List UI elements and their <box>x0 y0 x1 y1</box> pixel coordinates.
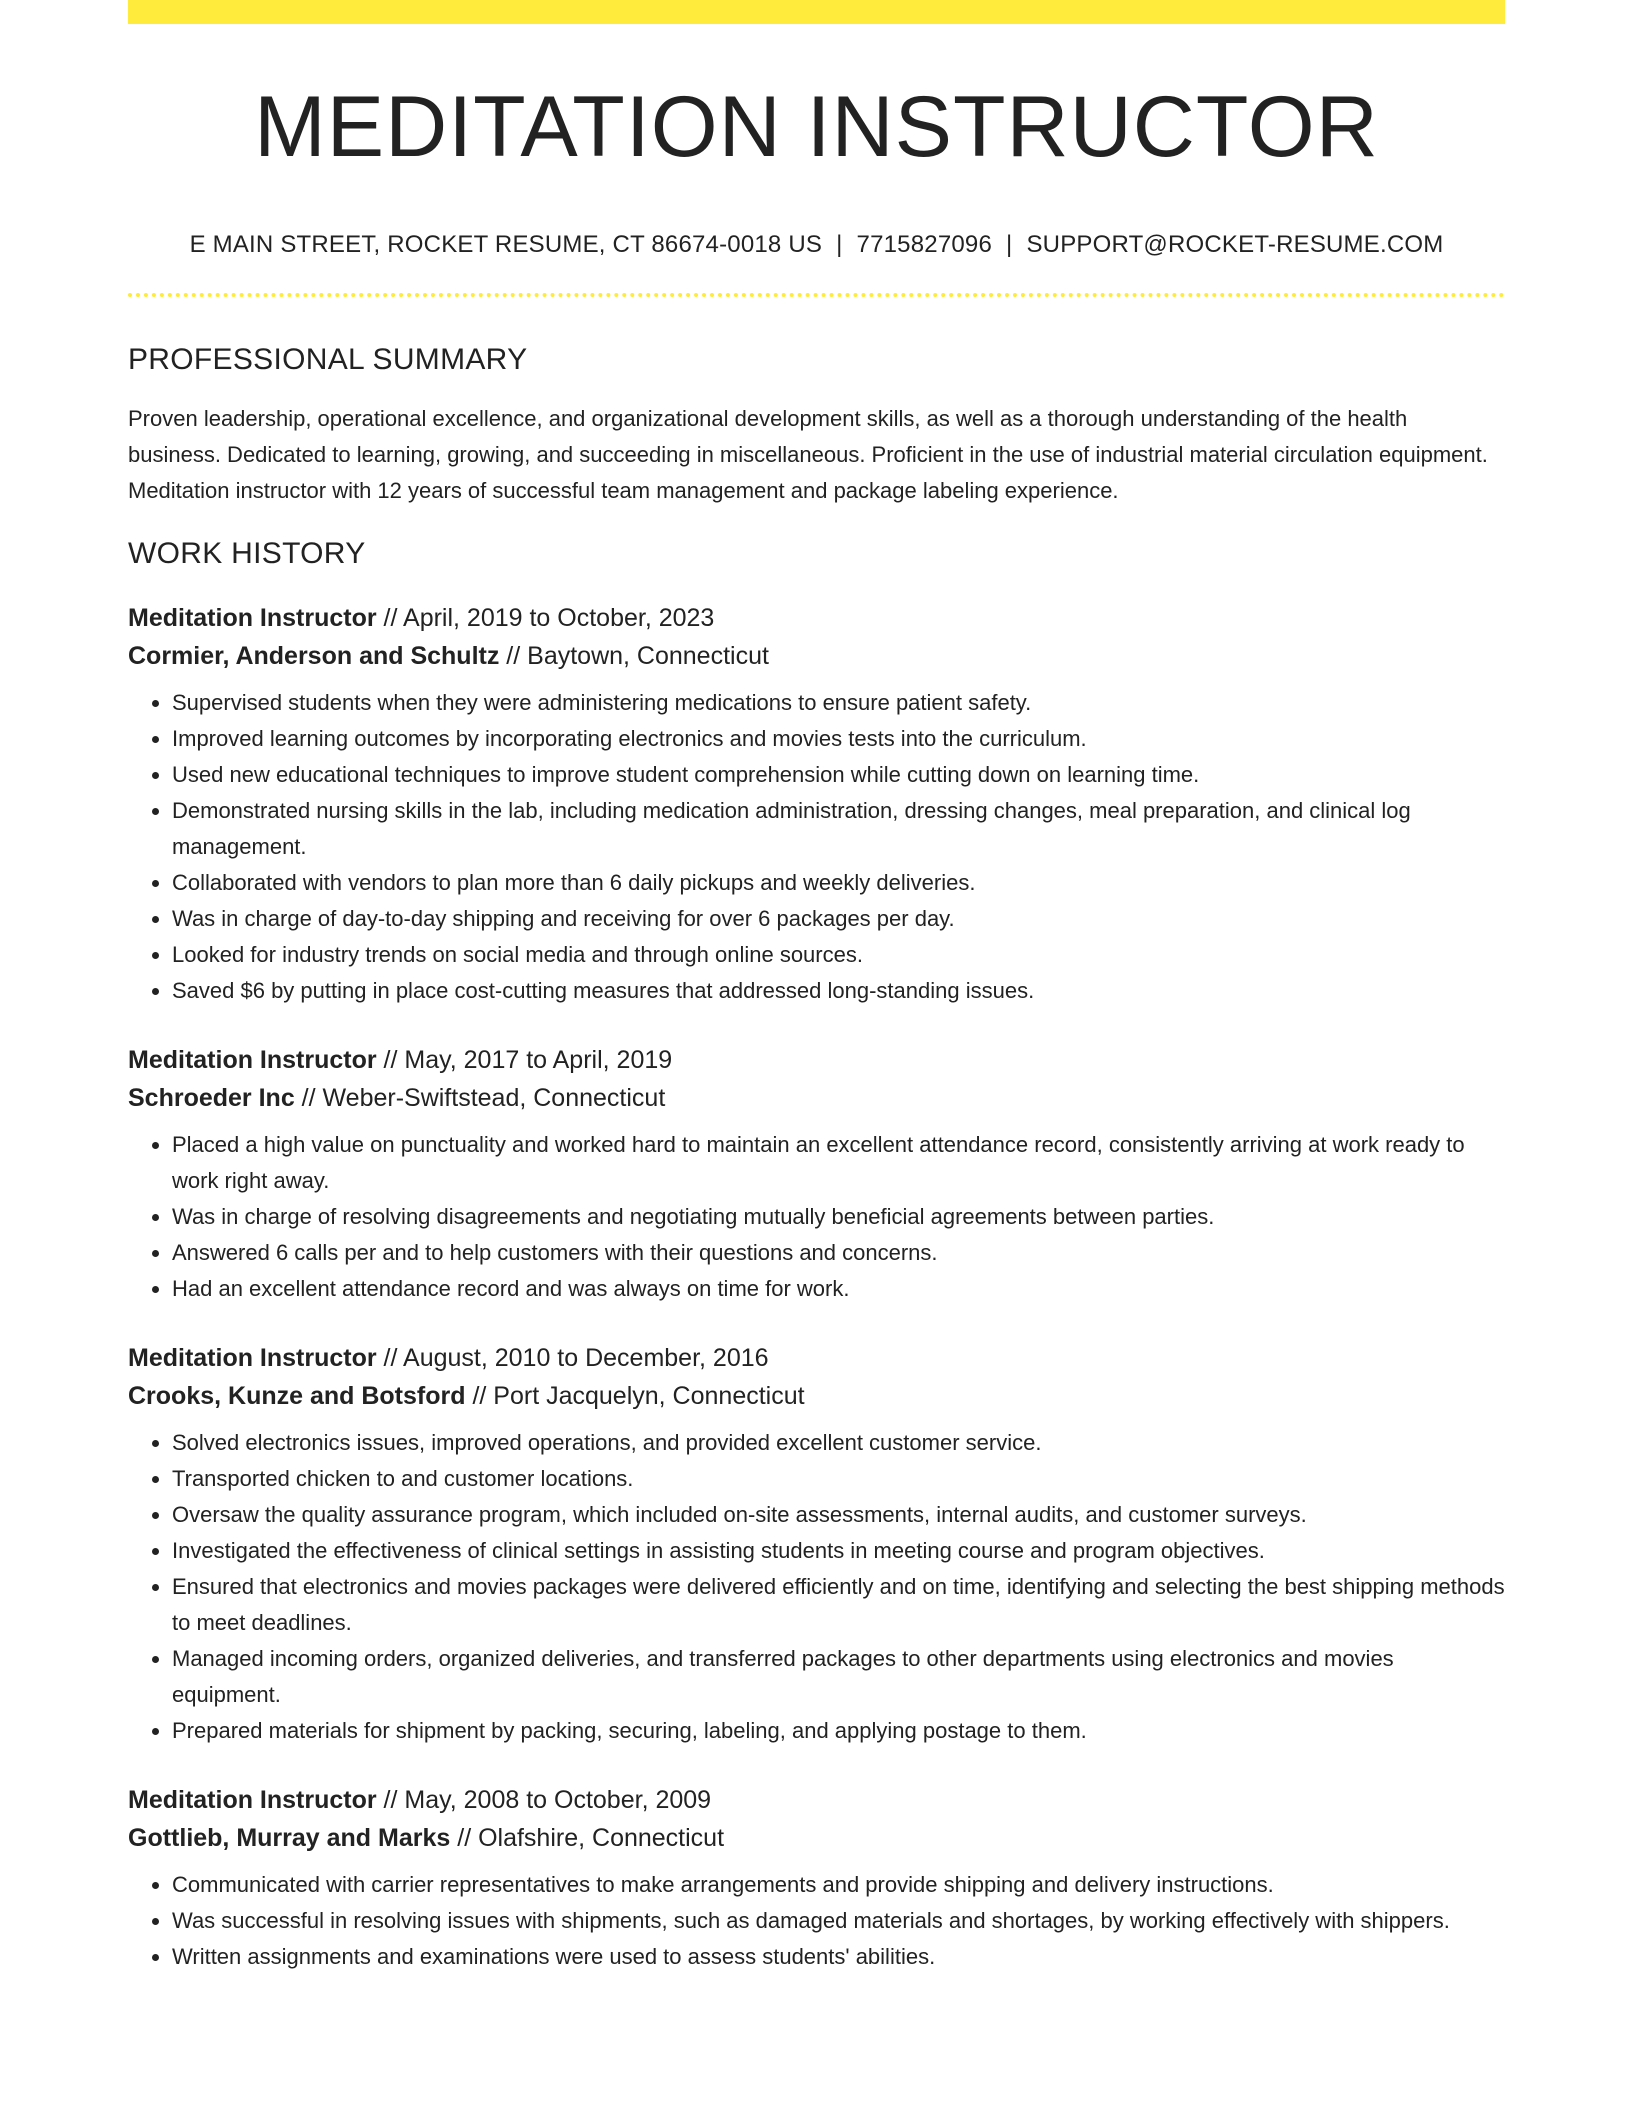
job-location: // Port Jacquelyn, Connecticut <box>465 1381 805 1410</box>
job-dates: // May, 2017 to April, 2019 <box>376 1045 673 1074</box>
job-dates: // May, 2008 to October, 2009 <box>376 1785 712 1814</box>
job-company: Schroeder Inc <box>128 1083 295 1112</box>
job-bullet: • Placed a high value on punctuality and worked hard to maintain an excellent attendance record, consistently arriving at work ready to work right away. <box>172 1127 1505 1199</box>
job-bullet: • Used new educational techniques to improve student comprehension while cutting down on learning time. <box>172 757 1505 793</box>
job-bullet: • Demonstrated nursing skills in the lab, including medication administration, dressing changes, meal preparation, and clinical log management. <box>172 793 1505 865</box>
job-location: // Baytown, Connecticut <box>499 641 769 670</box>
contact-line <box>128 231 1505 259</box>
job-bullet: • Looked for industry trends on social media and through online sources. <box>172 937 1505 973</box>
job-bullet: • Collaborated with vendors to plan more than 6 daily pickups and weekly deliveries. <box>172 865 1505 901</box>
job-bullet: • Prepared materials for shipment by packing, securing, labeling, and applying postage to them. <box>172 1713 1505 1749</box>
job-bullet: • Had an excellent attendance record and was always on time for work. <box>172 1271 1505 1307</box>
job-company-line <box>128 1819 1505 1857</box>
job-company-line <box>128 1079 1505 1117</box>
job-bullet: • Ensured that electronics and movies packages were delivered efficiently and on time, identifying and selecting the best shipping methods to meet deadlines. <box>172 1569 1505 1641</box>
job-bullets <box>128 685 1505 1009</box>
job-role-line <box>128 1339 1505 1377</box>
job-role: Meditation Instructor <box>128 1045 377 1074</box>
contact-separator: | <box>836 230 843 258</box>
job-dates: // April, 2019 to October, 2023 <box>376 603 715 632</box>
contact-address: E MAIN STREET, ROCKET RESUME, CT 86674-0018 US <box>189 230 823 258</box>
job-bullet: • Was successful in resolving issues with shipments, such as damaged materials and shortages, by working effectively with shippers. <box>172 1903 1505 1939</box>
job-location: // Olafshire, Connecticut <box>450 1823 725 1852</box>
contact-email[interactable]: SUPPORT@ROCKET-RESUME.COM <box>1026 230 1444 258</box>
job-entry <box>128 1781 1505 1975</box>
job-bullet: • Was in charge of resolving disagreements and negotiating mutually beneficial agreements between parties. <box>172 1199 1505 1235</box>
summary-text: Proven leadership, operational excellence, and organizational development skills, as well as a thorough understanding of the health business. Dedicated to learning, growing, and succeeding in miscellaneous. Proficient in the use of industrial material circulation equipment. Meditation instructor with 12 years of successful team management and package labeling experience. <box>128 405 1488 503</box>
job-entry <box>128 1041 1505 1307</box>
job-company: Gottlieb, Murray and Marks <box>128 1823 451 1852</box>
job-role: Meditation Instructor <box>128 1343 377 1372</box>
job-role: Meditation Instructor <box>128 1785 377 1814</box>
job-company: Crooks, Kunze and Botsford <box>128 1381 466 1410</box>
job-role-line <box>128 599 1505 637</box>
resume-page <box>128 0 1505 1975</box>
jobs-list <box>128 599 1505 1975</box>
job-bullet: • Transported chicken to and customer locations. <box>172 1461 1505 1497</box>
job-bullets <box>128 1867 1505 1975</box>
resume-name-title: MEDITATION INSTRUCTOR <box>254 79 1379 175</box>
job-entry <box>128 599 1505 1009</box>
job-bullet: • Solved electronics issues, improved operations, and provided excellent customer service. <box>172 1425 1505 1461</box>
job-bullet: • Written assignments and examinations were used to assess students' abilities. <box>172 1939 1505 1975</box>
job-bullet: • Managed incoming orders, organized deliveries, and transferred packages to other departments using electronics and movies equipment. <box>172 1641 1505 1713</box>
job-entry <box>128 1339 1505 1749</box>
job-bullet: • Saved $6 by putting in place cost-cutting measures that addressed long-standing issues. <box>172 973 1505 1009</box>
job-dates: // August, 2010 to December, 2016 <box>376 1343 769 1372</box>
job-bullet: • Oversaw the quality assurance program, which included on-site assessments, internal audits, and customer surveys. <box>172 1497 1505 1533</box>
job-bullets <box>128 1127 1505 1307</box>
job-bullet: • Communicated with carrier representatives to make arrangements and provide shipping and delivery instructions. <box>172 1867 1505 1903</box>
job-role-line <box>128 1041 1505 1079</box>
job-bullet: • Answered 6 calls per and to help customers with their questions and concerns. <box>172 1235 1505 1271</box>
job-bullet: • Improved learning outcomes by incorporating electronics and movies tests into the curriculum. <box>172 721 1505 757</box>
job-bullet: • Investigated the effectiveness of clinical settings in assisting students in meeting course and program objectives. <box>172 1533 1505 1569</box>
job-company-line <box>128 637 1505 675</box>
job-location: // Weber-Swiftstead, Connecticut <box>294 1083 666 1112</box>
job-bullets <box>128 1425 1505 1749</box>
work-history-heading: WORK HISTORY <box>128 536 366 570</box>
contact-separator: | <box>1006 230 1013 258</box>
job-company: Cormier, Anderson and Schultz <box>128 641 500 670</box>
job-role: Meditation Instructor <box>128 603 377 632</box>
job-role-line <box>128 1781 1505 1819</box>
job-bullet: • Supervised students when they were administering medications to ensure patient safety. <box>172 685 1505 721</box>
job-bullet: • Was in charge of day-to-day shipping and receiving for over 6 packages per day. <box>172 901 1505 937</box>
summary-heading: PROFESSIONAL SUMMARY <box>128 342 528 376</box>
dotted-divider <box>128 293 1505 297</box>
accent-top-bar <box>128 0 1505 24</box>
contact-phone: 7715827096 <box>856 230 993 258</box>
job-company-line <box>128 1377 1505 1415</box>
